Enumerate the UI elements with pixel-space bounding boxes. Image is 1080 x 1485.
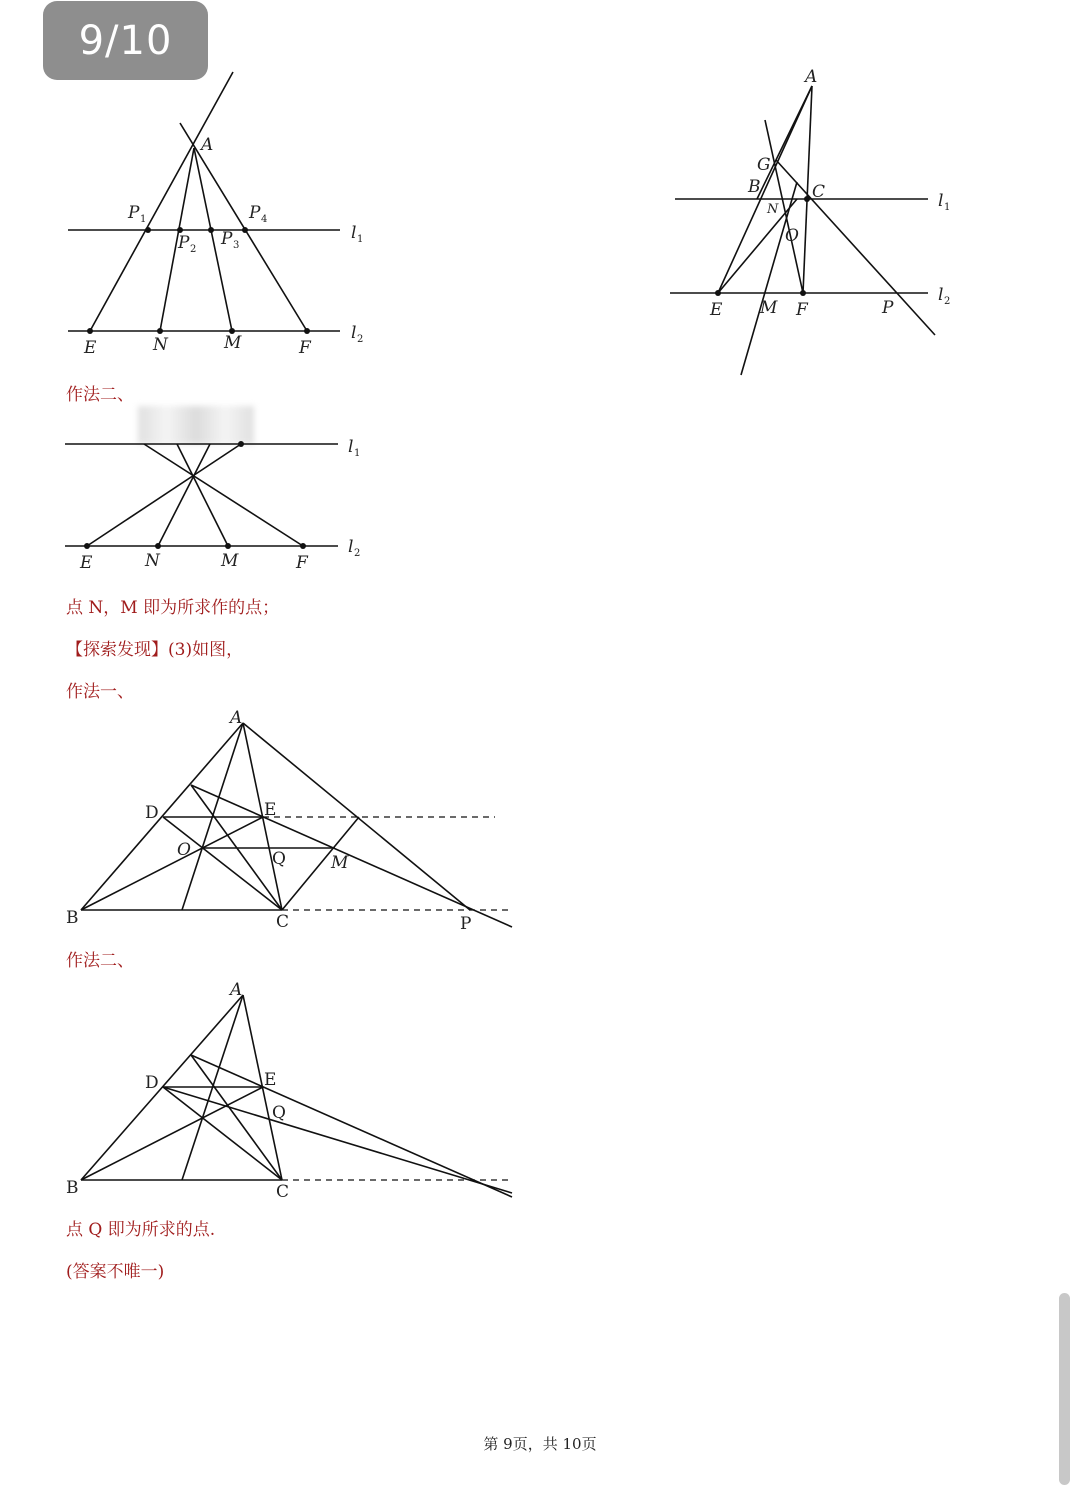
figure-parallel-lines-method1 (60, 68, 380, 368)
label-e: E (84, 338, 97, 358)
label-p: P (882, 298, 894, 318)
label-l1: l (348, 437, 354, 457)
text-method2-b: 作法二、 (66, 951, 134, 971)
label-p1: P (128, 203, 140, 223)
label-m: M (224, 333, 242, 353)
svg-text:1: 1 (357, 234, 364, 245)
label-a: A (805, 67, 818, 87)
label-l2: l (348, 537, 354, 557)
label-o: O (177, 840, 191, 860)
label-b: B (66, 1178, 79, 1198)
label-n: N (145, 551, 160, 571)
label-l2: l (938, 285, 944, 305)
svg-text:3: 3 (233, 240, 240, 251)
label-g: G (757, 155, 771, 175)
label-m: M (331, 853, 349, 873)
text-points-nm: 点 N，M 即为所求作的点； (66, 598, 280, 618)
label-n: N (153, 335, 168, 355)
svg-text:2: 2 (354, 548, 361, 559)
text-explore: 【探索发现】(3)如图， (66, 640, 244, 660)
text-method2-a: 作法二、 (66, 385, 134, 405)
page-indicator-badge: 9/10 (43, 1, 208, 80)
label-c: C (812, 182, 826, 202)
scrollbar-thumb[interactable] (1059, 1293, 1070, 1485)
label-p4: P (249, 203, 261, 223)
label-a: A (201, 135, 214, 155)
label-n: N (767, 202, 779, 217)
figure-triangle-method2 (60, 975, 520, 1205)
svg-text:4: 4 (261, 214, 268, 225)
label-l2: l (351, 323, 357, 343)
figure-parallel-lines-right (660, 60, 960, 380)
label-m: M (221, 551, 239, 571)
label-o: O (785, 226, 799, 246)
label-p3: P (221, 229, 233, 249)
label-p2: P (178, 233, 190, 253)
label-q: Q (272, 1103, 286, 1123)
label-e: E (264, 1070, 277, 1090)
svg-text:2: 2 (357, 334, 364, 345)
label-f: F (299, 338, 311, 358)
page-footer: 第 9页，共 10页 (483, 1435, 597, 1453)
figure-parallel-lines-method2 (60, 430, 380, 575)
label-e: E (80, 553, 93, 573)
label-c: C (276, 912, 290, 932)
label-a: A (230, 980, 243, 1000)
label-d: D (145, 1073, 159, 1093)
label-f: F (296, 553, 308, 573)
label-e: E (710, 300, 723, 320)
label-a: A (230, 708, 243, 728)
text-point-q: 点 Q 即为所求的点. (66, 1220, 216, 1240)
label-f: F (796, 300, 808, 320)
label-l1: l (938, 191, 944, 211)
text-method1: 作法一、 (66, 682, 134, 702)
label-e: E (264, 800, 277, 820)
svg-text:2: 2 (190, 244, 197, 255)
label-c: C (276, 1182, 290, 1202)
label-l1: l (351, 223, 357, 243)
label-b: B (66, 908, 79, 928)
label-m: M (760, 298, 778, 318)
label-d: D (145, 803, 159, 823)
label-q: Q (272, 849, 286, 869)
svg-text:1: 1 (354, 448, 361, 459)
label-b: B (748, 177, 761, 197)
svg-text:2: 2 (944, 296, 951, 307)
svg-text:1: 1 (944, 202, 951, 213)
svg-text:1: 1 (140, 214, 147, 225)
figure-triangle-method1 (60, 705, 520, 940)
text-answer-note: (答案不唯一) (66, 1262, 165, 1282)
label-p: P (460, 914, 472, 934)
